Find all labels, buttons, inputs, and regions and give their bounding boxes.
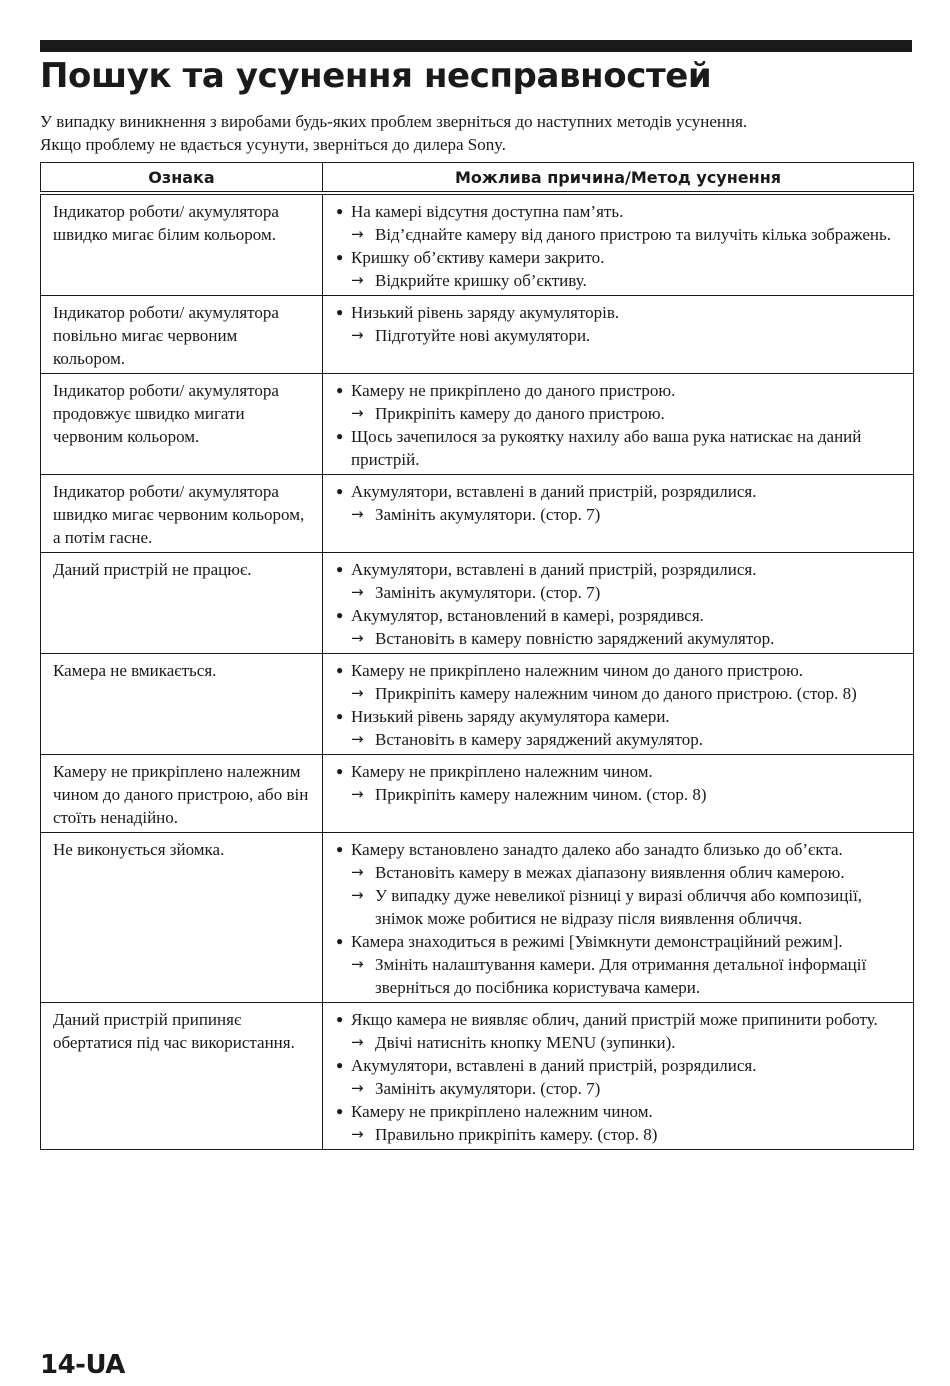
cause-item: [335, 301, 901, 324]
arrow-right-icon: →: [351, 326, 364, 344]
cause-text: Акумулятор, встановлений в камері, розрядився.: [351, 606, 704, 625]
symptom-cell: Камера не вмикається.: [41, 654, 323, 755]
remedy-item: [335, 324, 901, 347]
arrow-right-icon: →: [351, 1125, 364, 1143]
symptom-cell: Індикатор роботи/ акумулятора швидко мигає білим кольором.: [41, 193, 323, 296]
remedy-text: Прикріпіть камеру до даного пристрою.: [375, 404, 665, 423]
header-cause: Можлива причина/Метод усунення: [323, 163, 914, 194]
cause-item: [335, 1100, 901, 1123]
cause-text: Низький рівень заряду акумуляторів.: [351, 303, 620, 322]
header-rule: [40, 40, 912, 52]
cause-item: [335, 425, 901, 471]
arrow-right-icon: →: [351, 684, 364, 702]
arrow-right-icon: →: [351, 629, 364, 647]
remedy-text: Двічі натисніть кнопку MENU (зупинки).: [375, 1033, 676, 1052]
remedy-item: [335, 1123, 901, 1146]
remedy-text: У випадку дуже невеликої різниці у виразі обличчя або композиції, знімок може робитися не відразу після виявлення обличчя.: [375, 886, 863, 928]
header-symptom: Ознака: [41, 163, 323, 194]
table-row: [41, 755, 914, 833]
cause-cell: [323, 193, 914, 296]
cause-text: Камеру не прикріплено до даного пристрою.: [351, 381, 676, 400]
table-row: [41, 374, 914, 475]
page-number: 14-UA: [40, 1350, 125, 1380]
cause-item: [335, 379, 901, 402]
remedy-item: [335, 861, 901, 884]
cause-item: [335, 930, 901, 953]
remedy-text: Встановіть в камеру повністю заряджений акумулятор.: [375, 629, 775, 648]
bullet-icon: ●: [336, 764, 344, 778]
arrow-right-icon: →: [351, 271, 364, 289]
arrow-right-icon: →: [351, 886, 364, 904]
cause-item: [335, 246, 901, 269]
symptom-cell: Не виконується зйомка.: [41, 833, 323, 1003]
table-row: [41, 833, 914, 1003]
bullet-icon: ●: [336, 429, 344, 443]
remedy-item: [335, 402, 901, 425]
arrow-right-icon: →: [351, 955, 364, 973]
cause-item: [335, 604, 901, 627]
cause-item: [335, 480, 901, 503]
arrow-right-icon: →: [351, 730, 364, 748]
cause-text: Щось зачепилося за рукоятку нахилу або ваша рука натискає на даний пристрій.: [351, 427, 862, 469]
bullet-icon: ●: [336, 709, 344, 723]
remedy-item: [335, 682, 901, 705]
cause-cell: [323, 755, 914, 833]
arrow-right-icon: →: [351, 863, 364, 881]
remedy-item: [335, 884, 901, 930]
cause-cell: [323, 475, 914, 553]
cause-item: [335, 659, 901, 682]
table-row: [41, 193, 914, 296]
bullet-icon: ●: [336, 1058, 344, 1072]
arrow-right-icon: →: [351, 1079, 364, 1097]
remedy-item: [335, 581, 901, 604]
arrow-right-icon: →: [351, 404, 364, 422]
remedy-text: Змініть налаштування камери. Для отримання детальної інформації зверніться до посібника користувача камери.: [375, 955, 867, 997]
arrow-right-icon: →: [351, 225, 364, 243]
bullet-icon: ●: [336, 484, 344, 498]
cause-item: [335, 558, 901, 581]
symptom-cell: Даний пристрій не працює.: [41, 553, 323, 654]
remedy-item: [335, 223, 901, 246]
arrow-right-icon: →: [351, 583, 364, 601]
bullet-icon: ●: [336, 250, 344, 264]
remedy-item: [335, 1031, 901, 1054]
cause-text: Камеру не прикріплено належним чином.: [351, 1102, 653, 1121]
bullet-icon: ●: [336, 663, 344, 677]
cause-cell: [323, 553, 914, 654]
cause-cell: [323, 296, 914, 374]
cause-item: [335, 760, 901, 783]
cause-text: Акумулятори, вставлені в даний пристрій, розрядилися.: [351, 1056, 757, 1075]
arrow-right-icon: →: [351, 505, 364, 523]
remedy-item: [335, 503, 901, 526]
cause-cell: [323, 1003, 914, 1150]
bullet-icon: ●: [336, 204, 344, 218]
intro-line: У випадку виникнення з виробами будь-яких проблем зверніться до наступних методів усунення.: [40, 112, 748, 131]
remedy-text: Підготуйте нові акумулятори.: [375, 326, 591, 345]
page-title: Пошук та усунення несправностей: [40, 56, 712, 96]
remedy-text: Замініть акумулятори. (стор. 7): [375, 1079, 601, 1098]
cause-text: Акумулятори, вставлені в даний пристрій, розрядилися.: [351, 482, 757, 501]
troubleshooting-table: [40, 162, 914, 1150]
symptom-cell: Індикатор роботи/ акумулятора швидко мигає червоним кольором, а потім гасне.: [41, 475, 323, 553]
cause-cell: [323, 374, 914, 475]
bullet-icon: ●: [336, 608, 344, 622]
arrow-right-icon: →: [351, 785, 364, 803]
remedy-item: [335, 728, 901, 751]
arrow-right-icon: →: [351, 1033, 364, 1051]
cause-text: На камері відсутня доступна пам’ять.: [351, 202, 624, 221]
cause-text: Камеру встановлено занадто далеко або занадто близько до об’єкта.: [351, 840, 843, 859]
table-header-row: [41, 163, 914, 194]
remedy-item: [335, 953, 901, 999]
symptom-cell: Камеру не прикріплено належним чином до даного пристрою, або він стоїть ненадійно.: [41, 755, 323, 833]
cause-item: [335, 705, 901, 728]
cause-item: [335, 200, 901, 223]
remedy-text: Встановіть камеру в межах діапазону виявлення облич камерою.: [375, 863, 845, 882]
bullet-icon: ●: [336, 842, 344, 856]
symptom-cell: Індикатор роботи/ акумулятора продовжує швидко мигати червоним кольором.: [41, 374, 323, 475]
remedy-item: [335, 269, 901, 292]
cause-text: Якщо камера не виявляє облич, даний пристрій може припинити роботу.: [351, 1010, 878, 1029]
cause-text: Кришку об’єктиву камери закрито.: [351, 248, 605, 267]
cause-item: [335, 1054, 901, 1077]
remedy-text: Від’єднайте камеру від даного пристрою та вилучіть кілька зображень.: [375, 225, 891, 244]
remedy-text: Правильно прикріпіть камеру. (стор. 8): [375, 1125, 658, 1144]
remedy-text: Замініть акумулятори. (стор. 7): [375, 505, 601, 524]
remedy-item: [335, 783, 901, 806]
table-row: [41, 475, 914, 553]
remedy-text: Встановіть в камеру заряджений акумулятор.: [375, 730, 703, 749]
remedy-text: Замініть акумулятори. (стор. 7): [375, 583, 601, 602]
cause-cell: [323, 833, 914, 1003]
bullet-icon: ●: [336, 305, 344, 319]
remedy-text: Прикріпіть камеру належним чином до даного пристрою. (стор. 8): [375, 684, 857, 703]
remedy-item: [335, 627, 901, 650]
remedy-text: Відкрийте кришку об’єктиву.: [375, 271, 587, 290]
remedy-text: Прикріпіть камеру належним чином. (стор. 8): [375, 785, 707, 804]
intro-line: Якщо проблему не вдається усунути, зверніться до дилера Sony.: [40, 135, 506, 154]
table-row: [41, 654, 914, 755]
cause-item: [335, 838, 901, 861]
bullet-icon: ●: [336, 562, 344, 576]
bullet-icon: ●: [336, 1012, 344, 1026]
table-row: [41, 553, 914, 654]
cause-text: Акумулятори, вставлені в даний пристрій, розрядилися.: [351, 560, 757, 579]
bullet-icon: ●: [336, 383, 344, 397]
table-row: [41, 296, 914, 374]
cause-text: Камеру не прикріплено належним чином до даного пристрою.: [351, 661, 804, 680]
symptom-cell: Індикатор роботи/ акумулятора повільно мигає червоним кольором.: [41, 296, 323, 374]
cause-text: Низький рівень заряду акумулятора камери.: [351, 707, 670, 726]
cause-text: Камера знаходиться в режимі [Увімкнути демонстраційний режим].: [351, 932, 843, 951]
intro-text: [40, 110, 920, 156]
symptom-cell: Даний пристрій припиняє обертатися під час використання.: [41, 1003, 323, 1150]
bullet-icon: ●: [336, 934, 344, 948]
cause-cell: [323, 654, 914, 755]
cause-item: [335, 1008, 901, 1031]
table-row: [41, 1003, 914, 1150]
bullet-icon: ●: [336, 1104, 344, 1118]
cause-text: Камеру не прикріплено належним чином.: [351, 762, 653, 781]
remedy-item: [335, 1077, 901, 1100]
